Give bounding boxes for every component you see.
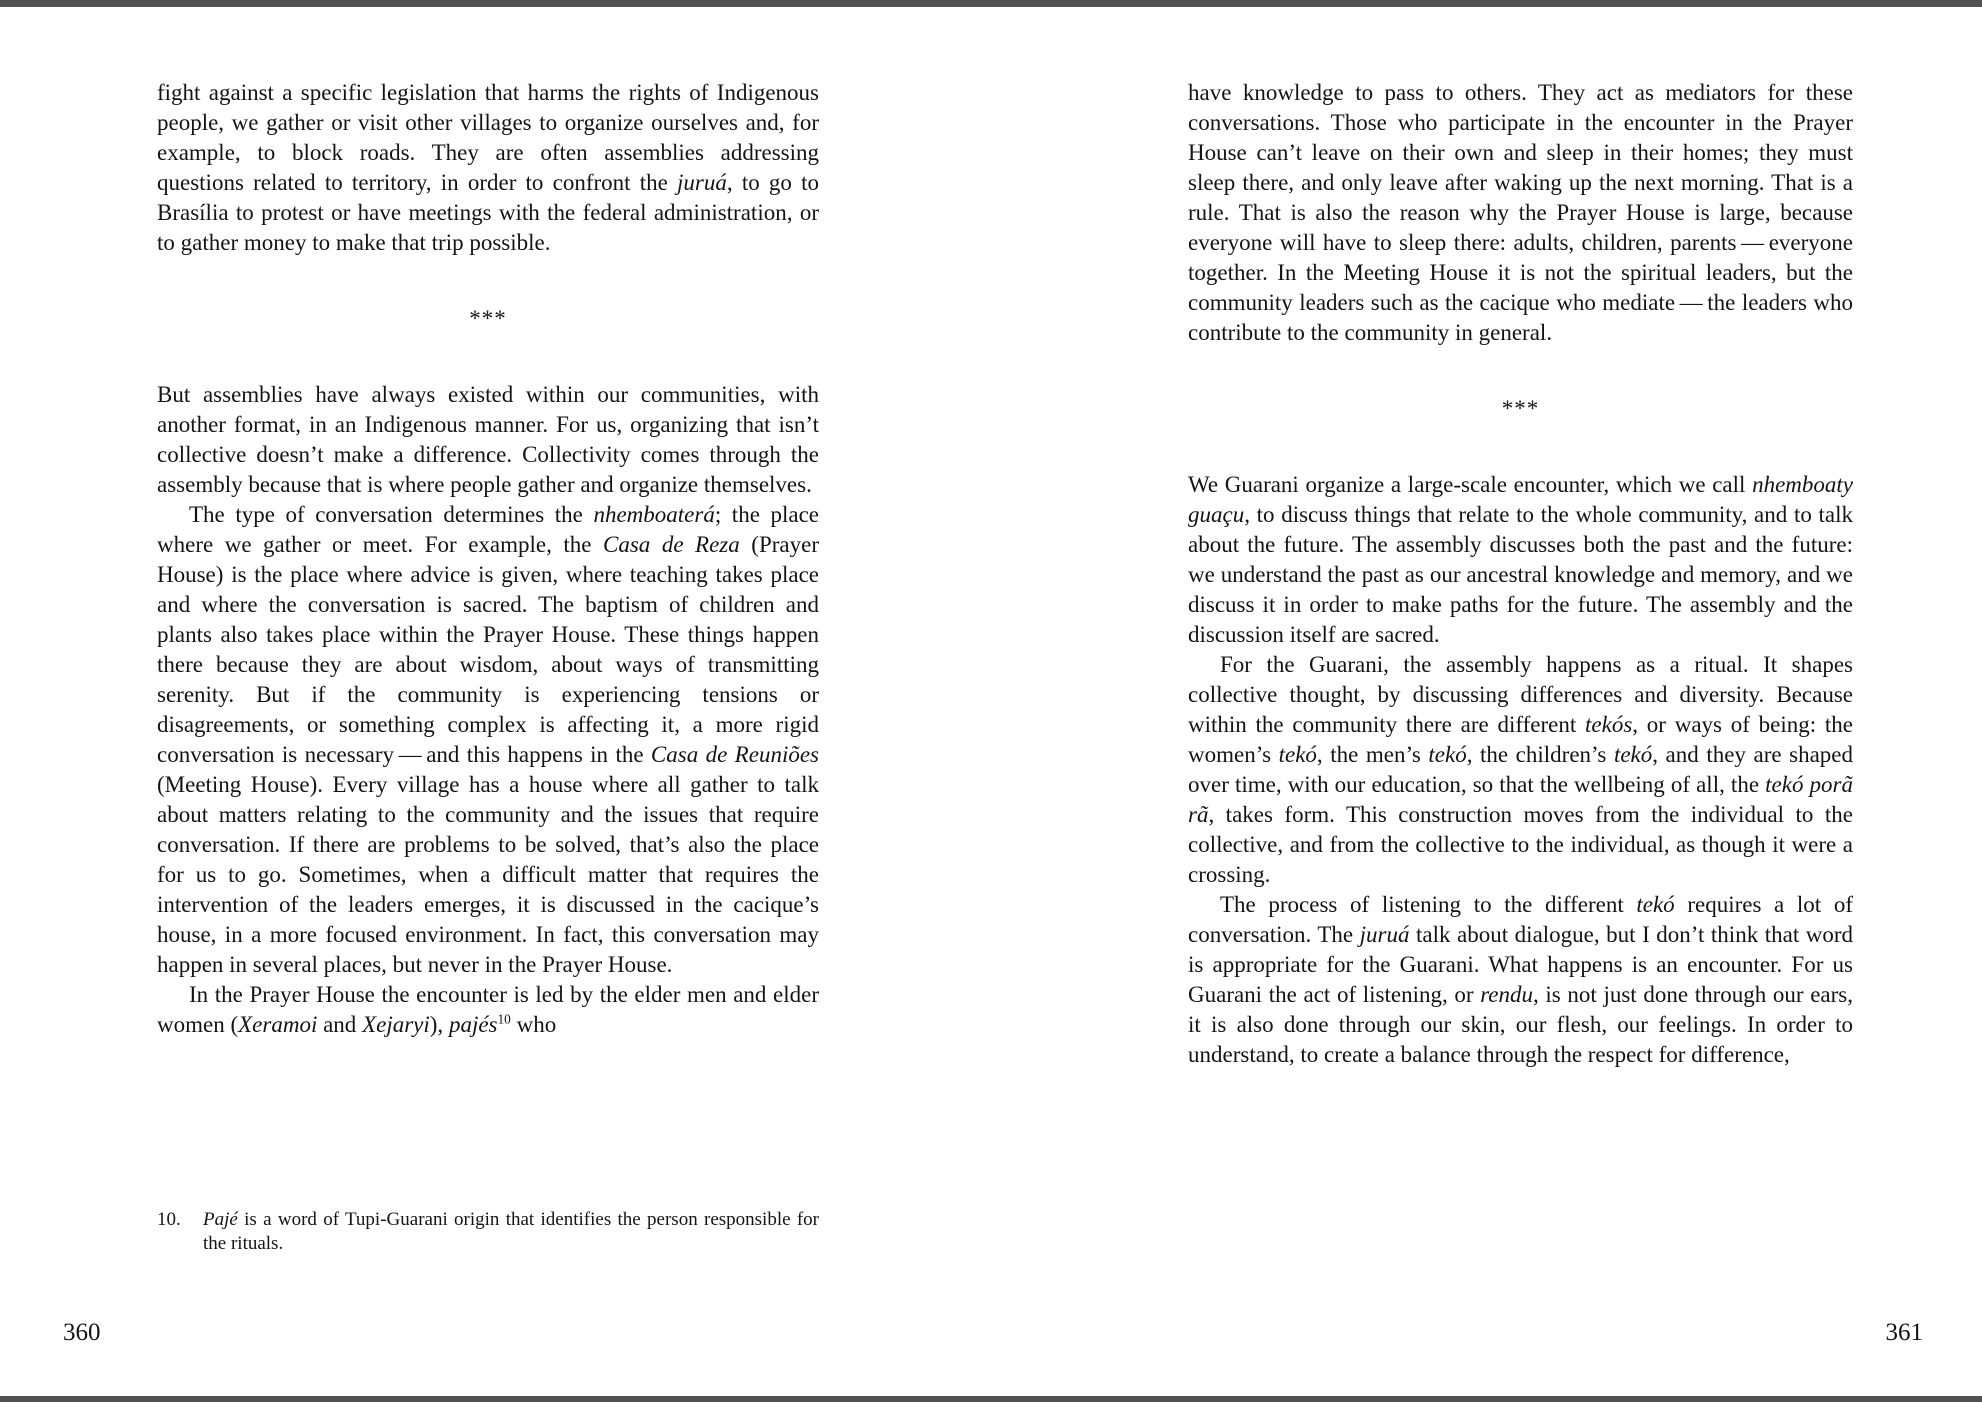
text-run: , takes form. This construction moves from the individual to the collective, and from the collective to the individual, as though it were a crossing. [1188, 802, 1853, 887]
text-run: The type of conversation determines the [189, 502, 594, 527]
text-run: , to go to Brasília to protest or have meetings with the federal administration, or to gather money to make that trip possible. [157, 170, 820, 255]
page-number-right: 361 [1885, 1319, 1923, 1346]
paragraph [157, 500, 819, 980]
paragraph [157, 78, 819, 258]
text-run: have knowledge to pass to others. They act as mediators for these conversations. Those who participate in the encounter in the Prayer House can’t leave on their own and sleep in their homes; they must sleep there, and only leave after waking up the next morning. That is a rule. That is also the reason why the Prayer House is large, because everyone will have to sleep there: adults, children, parents — everyone together. In the Meeting House it is not the spiritual leaders, but the community leaders such as the cacique who mediate — the leaders who contribute to the community in general. [1188, 80, 1853, 345]
italic-text-run: tekó [1278, 742, 1317, 767]
italic-text-run: Xejaryi [362, 1012, 430, 1037]
text-run: ), [429, 1012, 449, 1037]
text-run: We Guarani organize a large-scale encounter, which we call [1188, 472, 1753, 497]
right-page-text-column [1188, 78, 1853, 1070]
text-run: The process of listening to the different [1220, 892, 1637, 917]
italic-text-run: Xeramoi [238, 1012, 318, 1037]
text-run: who [510, 1012, 557, 1037]
paragraph [1188, 78, 1853, 348]
italic-text-run: rendu [1480, 982, 1534, 1007]
footnote-text [203, 1208, 819, 1256]
text-run: For the Guarani, the assembly happens as a ritual. It shapes collective thought, by discussing differences and diversity. Because within the community there are different [1188, 652, 1853, 737]
section-separator: *** [469, 306, 507, 331]
italic-text-run: Casa de Reza [603, 532, 740, 557]
text-run: fight against a specific legislation that harms the rights of Indigenous people, we gather or visit other villages to organize ourselves and, for example, to block roads. They are often assemblies addressing questions related to territory, in order to confront the [157, 80, 819, 195]
footnote [157, 1208, 819, 1256]
paragraph [1188, 650, 1853, 890]
italic-text-run: nhemboaterá [593, 502, 715, 527]
text-run: , or ways of being: the women’s [1188, 712, 1853, 767]
italic-text-run: juruá [1359, 922, 1410, 947]
left-page-text-column [157, 78, 819, 1040]
text-run: , and they are shaped over time, with our education, so that the wellbeing of all, the [1188, 742, 1853, 797]
paragraph [157, 380, 819, 500]
text-run: talk about dialogue, but I don’t think that word is appropriate for the Guarani. What happens is an encounter. For us Guarani the act of listening, or [1188, 922, 1854, 1007]
text-run: and [317, 1012, 363, 1037]
text-run: (Prayer House) is the place where advice is given, where teaching takes place and where the conversation is sacred. The baptism of children and plants also takes place within the Prayer House. These things happen there because they are about wisdom, about ways of transmitting serenity. But if the community is experiencing tensions or disagreements, or something complex is affecting it, a more rigid conversation is necessary — and this happens in the [157, 532, 819, 767]
text-run: In the Prayer House the encounter is led by the elder men and elder women ( [157, 982, 819, 1037]
text-run: requires a lot of conversation. The [1188, 892, 1853, 947]
paragraph [1188, 890, 1853, 1070]
italic-text-run: juruá [677, 170, 727, 195]
text-run: , the men’s [1316, 742, 1429, 767]
bottom-edge-bar [0, 1396, 1982, 1402]
italic-text-run: tekó [1636, 892, 1675, 917]
italic-text-run: Casa de Reuniões [650, 742, 819, 767]
section-separator: *** [1501, 396, 1540, 421]
italic-text-run: pajés [448, 1012, 498, 1037]
text-run: ; the place where we gather or meet. For example, the [157, 502, 819, 557]
page-number-left: 360 [63, 1319, 101, 1346]
top-edge-bar [0, 0, 1982, 7]
text-run: , is not just done through our ears, it is also done through our skin, our flesh, our feelings. In order to understand, to create a balance through the respect for difference, [1188, 982, 1853, 1067]
paragraph [157, 980, 819, 1040]
text-run: (Meeting House). Every village has a house where all gather to talk about matters relating to the community and the issues that require conversation. If there are problems to be solved, that’s also the place for us to go. Sometimes, when a difficult matter that requires the intervention of the leaders emerges, it is discussed in the cacique’s house, in a more focused environment. In fact, this conversation may happen in several places, but never in the Prayer House. [157, 772, 819, 977]
footnote-reference: 10 [497, 1011, 511, 1027]
text-run: But assemblies have always existed within our communities, with another format, in an Indigenous manner. For us, organizing that isn’t collective doesn’t make a difference. Collectivity comes through the assembly because that is where people gather and organize themselves. [157, 382, 819, 497]
text-run: is a word of Tupi-Guarani origin that identifies the person responsible for the rituals. [203, 1209, 819, 1254]
italic-text-run: tekós [1585, 712, 1633, 737]
italic-text-run: tekó [1428, 742, 1467, 767]
text-run: , the children’s [1466, 742, 1614, 767]
italic-text-run: Pajé [203, 1209, 238, 1230]
italic-text-run: tekó [1613, 742, 1653, 767]
italic-text-run: tekó porã rã [1188, 772, 1853, 827]
italic-text-run: nhemboaty guaçu [1188, 472, 1853, 527]
text-run: , to discuss things that relate to the whole community, and to talk about the future. The assembly discusses both the past and the future: we understand the past as our ancestral knowledge and memory, and we discuss it in order to make paths for the future. The assembly and the discussion itself are sacred. [1188, 502, 1853, 647]
paragraph [1188, 470, 1853, 650]
footnote-number: 10. [157, 1209, 181, 1230]
